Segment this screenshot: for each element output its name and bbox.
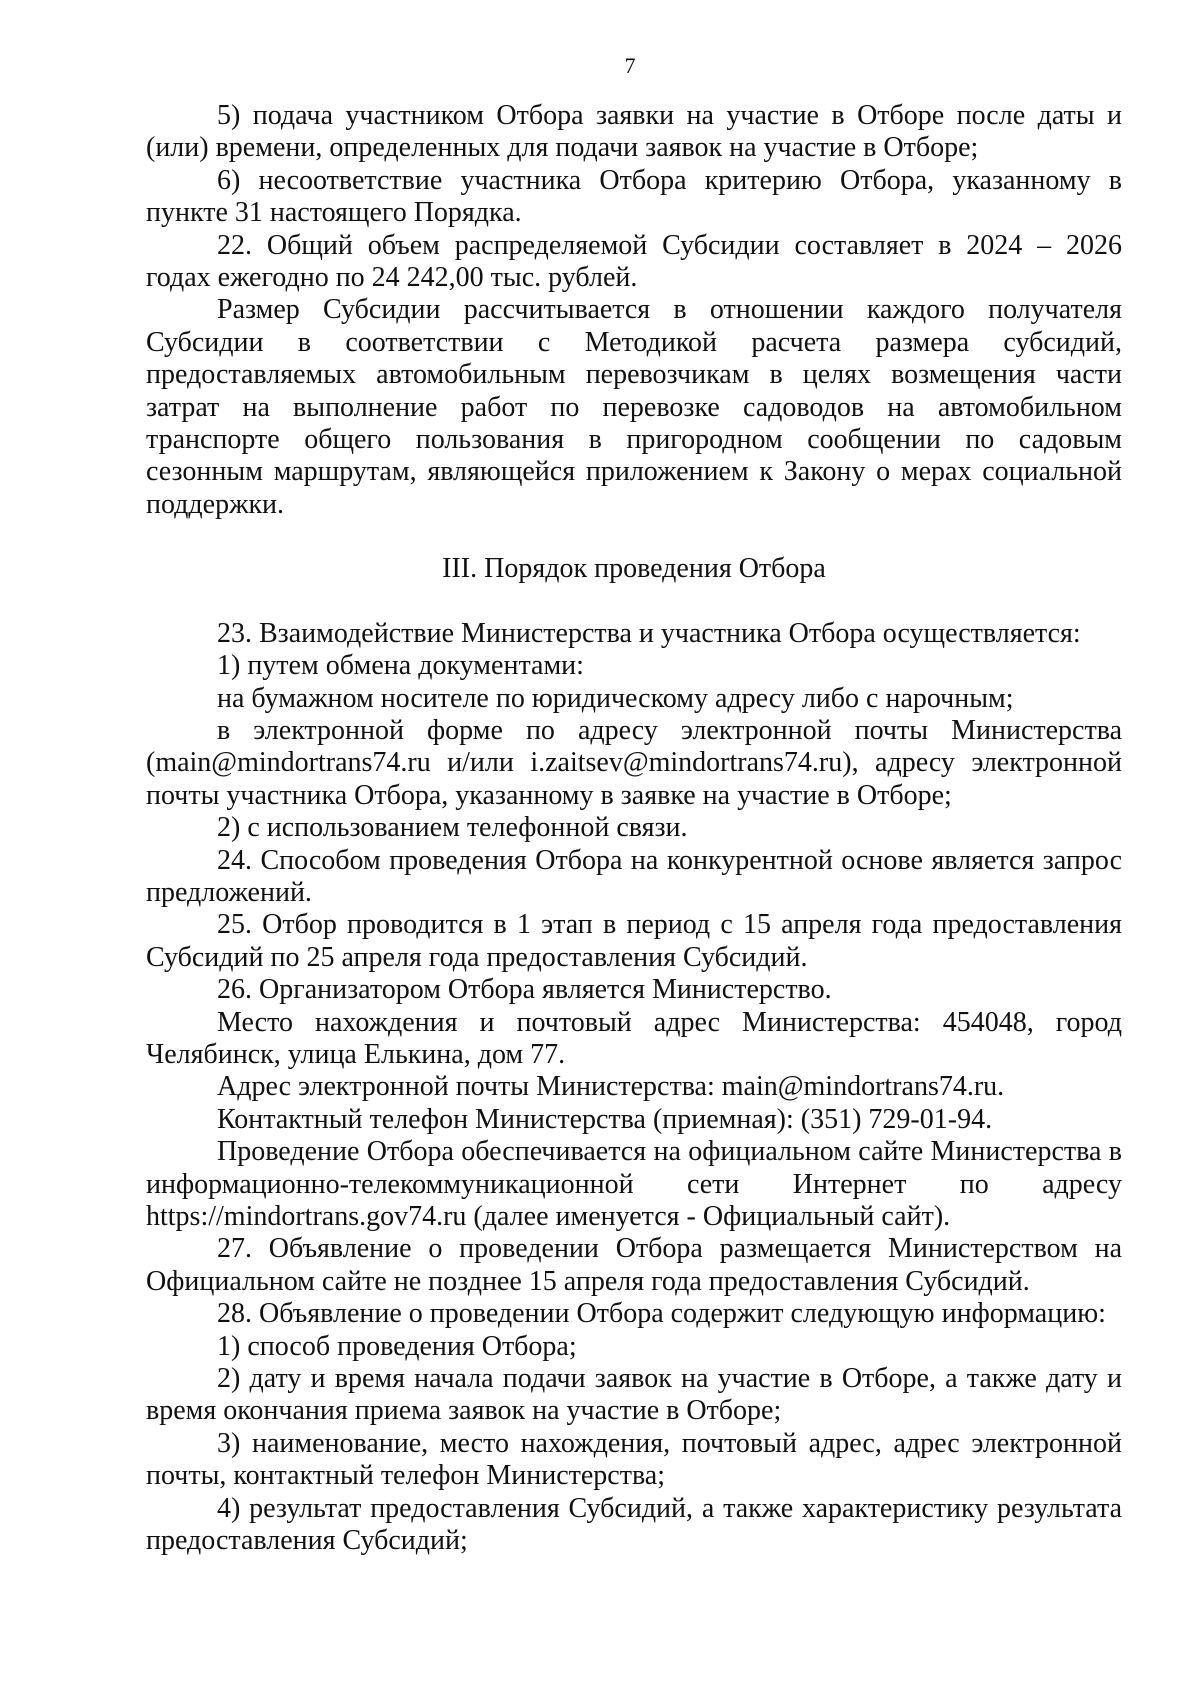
paragraph: 24. Способом проведения Отбора на конкурентной основе является запрос предложений. [146,844,1122,908]
paragraph: 1) способ проведения Отбора; [217,1330,577,1362]
paragraph: 3) наименование, место нахождения, почтовый адрес, адрес электронной почты, контактный телефон Министерства; [146,1427,1122,1492]
paragraph: Проведение Отбора обеспечивается на официальном сайте Министерства в информационно-телекоммуникационной сети Интернет по адресу https://mindortrans.gov74.ru (далее именуется - Официальный сайт). [146,1136,1122,1232]
paragraph: 22. Общий объем распределяемой Субсидии составляет в 2024 – 2026 годах ежегодно по 24 242,00 тыс. рублей. [146,229,1122,294]
paragraph: 2) дату и время начала подачи заявок на участие в Отборе, а также дату и время окончания приема заявок на участие в Отборе; [146,1363,1122,1427]
paragraph: 27. Объявление о проведении Отбора размещается Министерством на Официальном сайте не позднее 15 апреля года предоставления Субсидий. [146,1233,1122,1297]
paragraph: Место нахождения и почтовый адрес Министерства: 454048, город Челябинск, улица Елькина, дом 77. [146,1006,1122,1070]
paragraph: в электронной форме по адресу электронной почты Министерства (main@mindortrans74.ru и/или i.zaitsev@mindortrans74.ru), адресу электронной почты участника Отбора, указанному в заявке на участие в Отборе; [146,714,1122,811]
paragraph: на бумажном носителе по юридическому адресу либо с нарочным; [217,682,1014,714]
paragraph: 4) результат предоставления Субсидий, а также характеристику результата предоставления Субсидий; [146,1492,1122,1557]
paragraph: 5) подача участником Отбора заявки на участие в Отборе после даты и (или) времени, определенных для подачи заявок на участие в Отборе; [146,100,1122,164]
paragraph: 26. Организатором Отбора является Министерство. [217,974,832,1006]
paragraph: 28. Объявление о проведении Отбора содержит следующую информацию: [217,1298,1106,1330]
paragraph: Адрес электронной почты Министерства: main@mindortrans74.ru. [217,1071,1005,1103]
section-heading: III. Порядок проведения Отбора [442,553,826,585]
document-body [146,100,1122,1557]
paragraph: 2) с использованием телефонной связи. [217,812,688,844]
page-number: 7 [624,53,636,78]
paragraph: Контактный телефон Министерства (приемная): (351) 729-01-94. [217,1103,993,1135]
paragraph: 6) несоответствие участника Отбора критерию Отбора, указанному в пункте 31 настоящего Порядка. [146,164,1122,229]
paragraph: 1) путем обмена документами: [217,650,584,682]
paragraph: 23. Взаимодействие Министерства и участника Отбора осуществляется: [217,617,1081,649]
paragraph: Размер Субсидии рассчитывается в отношении каждого получателя Субсидии в соответствии с Методикой расчета размера субсидий, предоставляемых автомобильным перевозчикам в целях возмещения части затрат на выполнение работ по перевозке садоводов на автомобильном транспорте общего пользования в пригородном сообщении по садовым сезонным маршрутам, являющейся приложением к Закону о мерах социальной поддержки. [146,294,1122,520]
paragraph: 25. Отбор проводится в 1 этап в период с 15 апреля года предоставления Субсидий по 25 апреля года предоставления Субсидий. [146,909,1122,973]
